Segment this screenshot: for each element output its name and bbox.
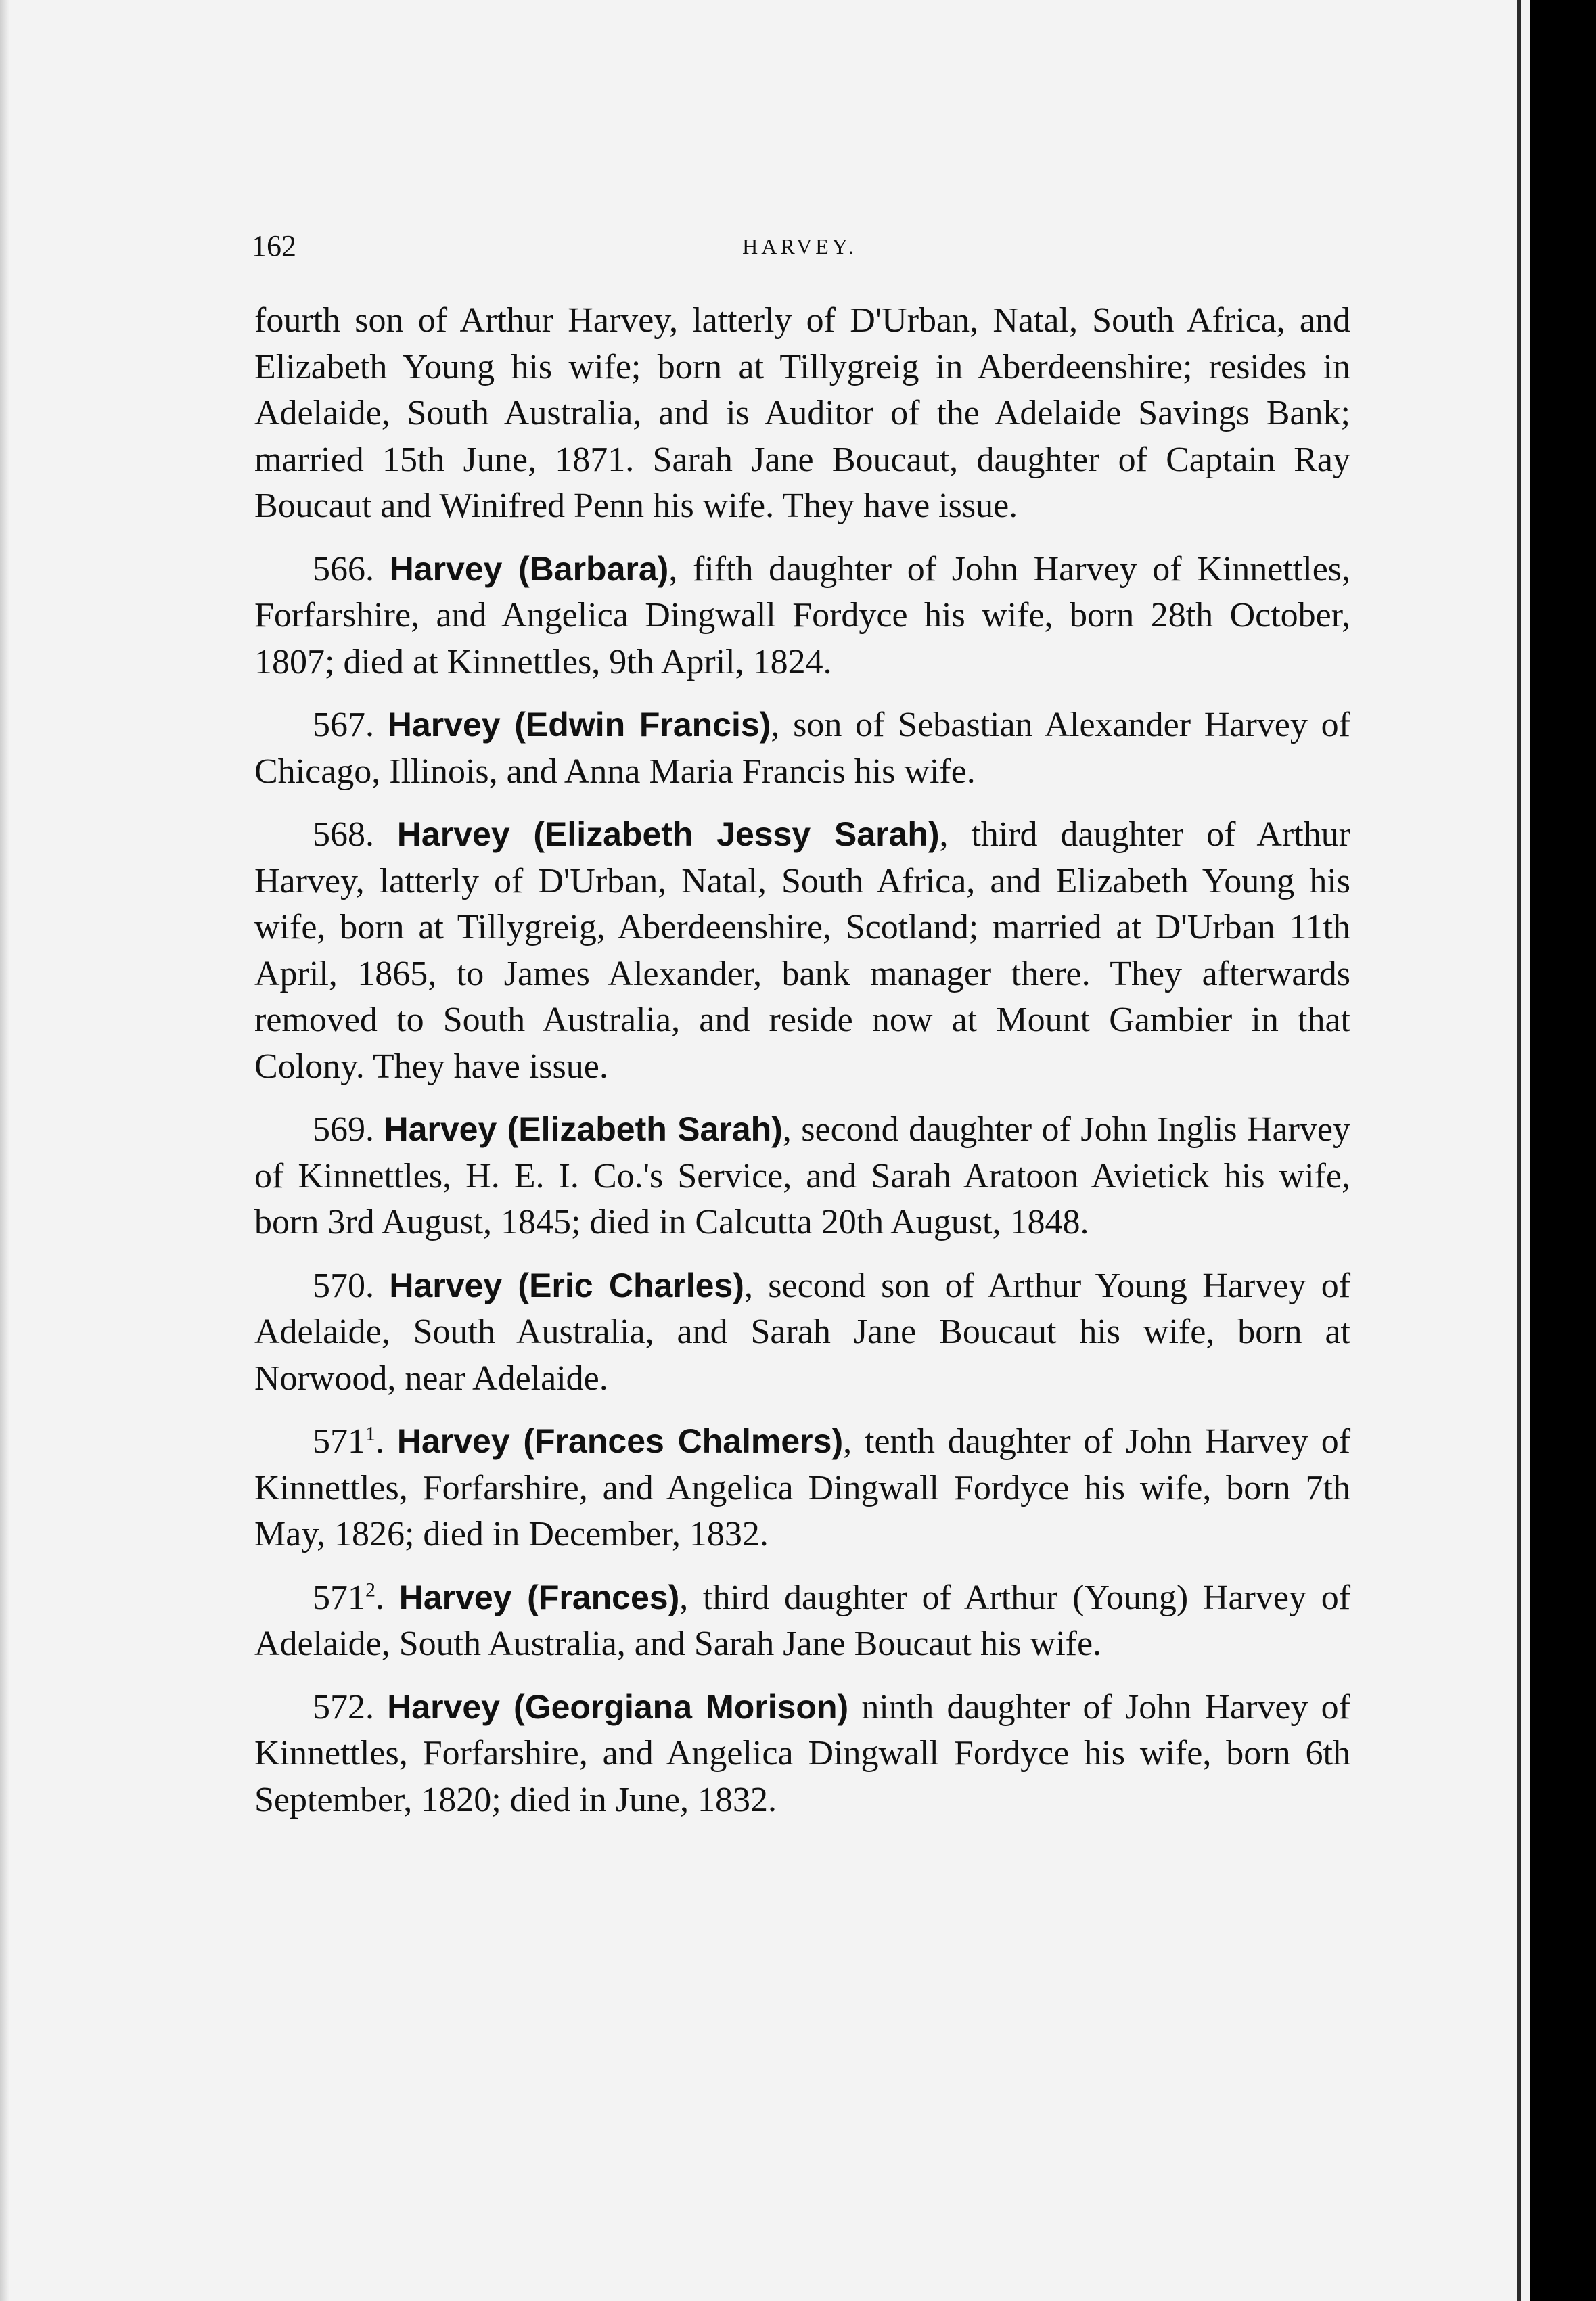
continuation-paragraph: fourth son of Arthur Harvey, latterly of D'Urban, Natal, South Africa, and Elizabeth Young his wife; born at Tillygreig in Aberdeenshire; resides in Adelaide, South Australia, and is Auditor of the Adelaide Savings Bank; married 15th June, 1871. Sarah Jane Boucaut, daughter of Captain Ray Boucaut and Winifred Penn his wife. They have issue. [254,301,1350,525]
running-head: HARVEY. [742,234,857,258]
entry-571-2 [254,1574,1350,1668]
entry-text: , second son of Arthur Young Harvey of Adelaide, South Australia, and Sarah Jane Boucaut his wife, born at Norwood, near Adelaide. [254,1266,1351,1398]
entry-superscript: 1 [365,1422,375,1445]
entry-number: 570. [313,1266,374,1305]
binding-edge [1517,0,1521,2301]
entry-number: 572. [313,1687,374,1727]
entry-number: 571 [313,1422,365,1461]
entry-572 [254,1684,1350,1824]
entry-566 [254,546,1350,686]
entry-text: ninth daughter of John Harvey of Kinnettles, Forfarshire, and Angelica Dingwall Fordyce his wife, born 6th September, 1820; died in June, 1832. [254,1687,1351,1819]
entry-name: Harvey (Eric Charles) [389,1266,744,1304]
page-edge-shadow [0,0,9,2301]
entry-number: 567. [313,706,374,744]
entry-number: 569. [313,1110,374,1149]
entry-number: 566. [313,549,374,589]
entry-number: 571 [313,1578,365,1617]
entry-number-period: . [375,1422,384,1461]
entry-570 [254,1262,1350,1403]
entry-number-period: . [375,1578,384,1617]
entry-text: , tenth daughter of John Harvey of Kinnettles, Forfarshire, and Angelica Dingwall Fordyce his wife, born 7th May, 1826; died in December, 1832. [254,1422,1351,1553]
entry-name: Harvey (Edwin Francis) [387,706,771,744]
entry-name: Harvey (Frances Chalmers) [396,1422,844,1460]
entry-name: Harvey (Frances) [398,1578,680,1616]
entry-text: , fifth daughter of John Harvey of Kinnettles, Forfarshire, and Angelica Dingwall Fordyce his wife, born 28th October, 1807; died at Kinnettles, 9th April, 1824. [254,549,1351,681]
entry-number: 568. [313,815,374,854]
entry-name: Harvey (Barbara) [389,549,669,588]
entry-571-1 [254,1418,1350,1558]
entry-text: , second daughter of John Inglis Harvey of Kinnettles, H. E. I. Co.'s Service, and Sarah Aratoon Avietick his wife, born 3rd August, 1845; died in Calcutta 20th August, 1848. [254,1110,1351,1241]
entry-text: , third daughter of Arthur (Young) Harvey of Adelaide, South Australia, and Sarah Jane Boucaut his wife. [254,1578,1351,1663]
page-number: 162 [252,229,296,263]
entry-567 [254,702,1350,795]
entry-text: , son of Sebastian Alexander Harvey of Chicago, Illinois, and Anna Maria Francis his wife. [254,706,1350,791]
page-header [252,229,1348,276]
entry-569 [254,1106,1350,1246]
entry-superscript: 2 [365,1578,375,1601]
entry-name: Harvey (Elizabeth Sarah) [384,1110,783,1148]
entry-568 [254,811,1350,1090]
entry-name: Harvey (Georgiana Morison) [387,1687,849,1726]
entry-name: Harvey (Elizabeth Jessy Sarah) [396,815,940,853]
page-body [254,298,1350,1840]
entry-text: , third daughter of Arthur Harvey, latterly of D'Urban, Natal, South Africa, and Elizabeth Young his wife, born at Tillygreig, Aberdeenshire, Scotland; married at D'Urban 11th April, 1865, to James Alexander, bank manager there. They afterwards removed to South Australia, and reside now at Mount Gambier in that Colony. They have issue. [254,815,1351,1086]
